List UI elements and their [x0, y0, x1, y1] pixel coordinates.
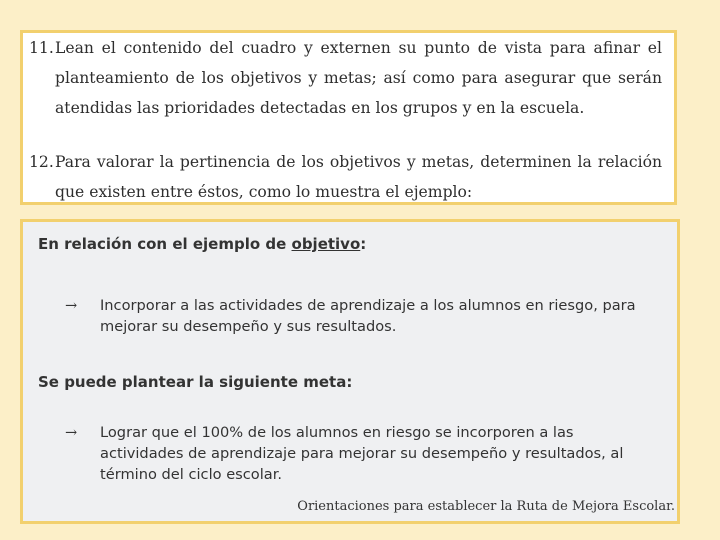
item-number: 11. [29, 39, 54, 57]
instructions-box [20, 30, 677, 205]
item-number: 12. [29, 153, 54, 171]
source-citation: Orientaciones para establecer la Ruta de Mejora Escolar. [297, 499, 675, 514]
objective-heading [38, 235, 366, 253]
objective-keyword: objetivo [291, 235, 361, 253]
arrow-right-icon: → [65, 297, 78, 314]
meta-heading: Se puede plantear la siguiente meta: [38, 373, 353, 391]
meta-text: Lograr que el 100% de los alumnos en riesgo se incorporen a las actividades de aprendizaje para mejorar su desempeño y resultados, al término del ciclo escolar. [100, 424, 624, 483]
objective-text: Incorporar a las actividades de aprendizaje a los alumnos en riesgo, para mejorar su desempeño y sus resultados. [100, 297, 636, 335]
objective-heading-suffix: : [360, 235, 367, 253]
arrow-right-icon: → [65, 424, 78, 441]
item-text: Para valorar la pertinencia de los objetivos y metas, determinen la relación que existen entre éstos, como lo muestra el ejemplo: [55, 153, 662, 201]
meta-bullet [65, 422, 655, 485]
instruction-item-11 [29, 33, 662, 123]
objective-heading-prefix: En relación con el ejemplo de [38, 235, 292, 253]
example-box [20, 219, 680, 524]
instruction-item-12 [29, 147, 662, 207]
objective-bullet [65, 295, 655, 337]
item-text: Lean el contenido del cuadro y externen su punto de vista para afinar el planteamiento de los objetivos y metas; así como para asegurar que serán atendidas las prioridades detectadas en los grupos y en la escuela. [55, 39, 662, 117]
